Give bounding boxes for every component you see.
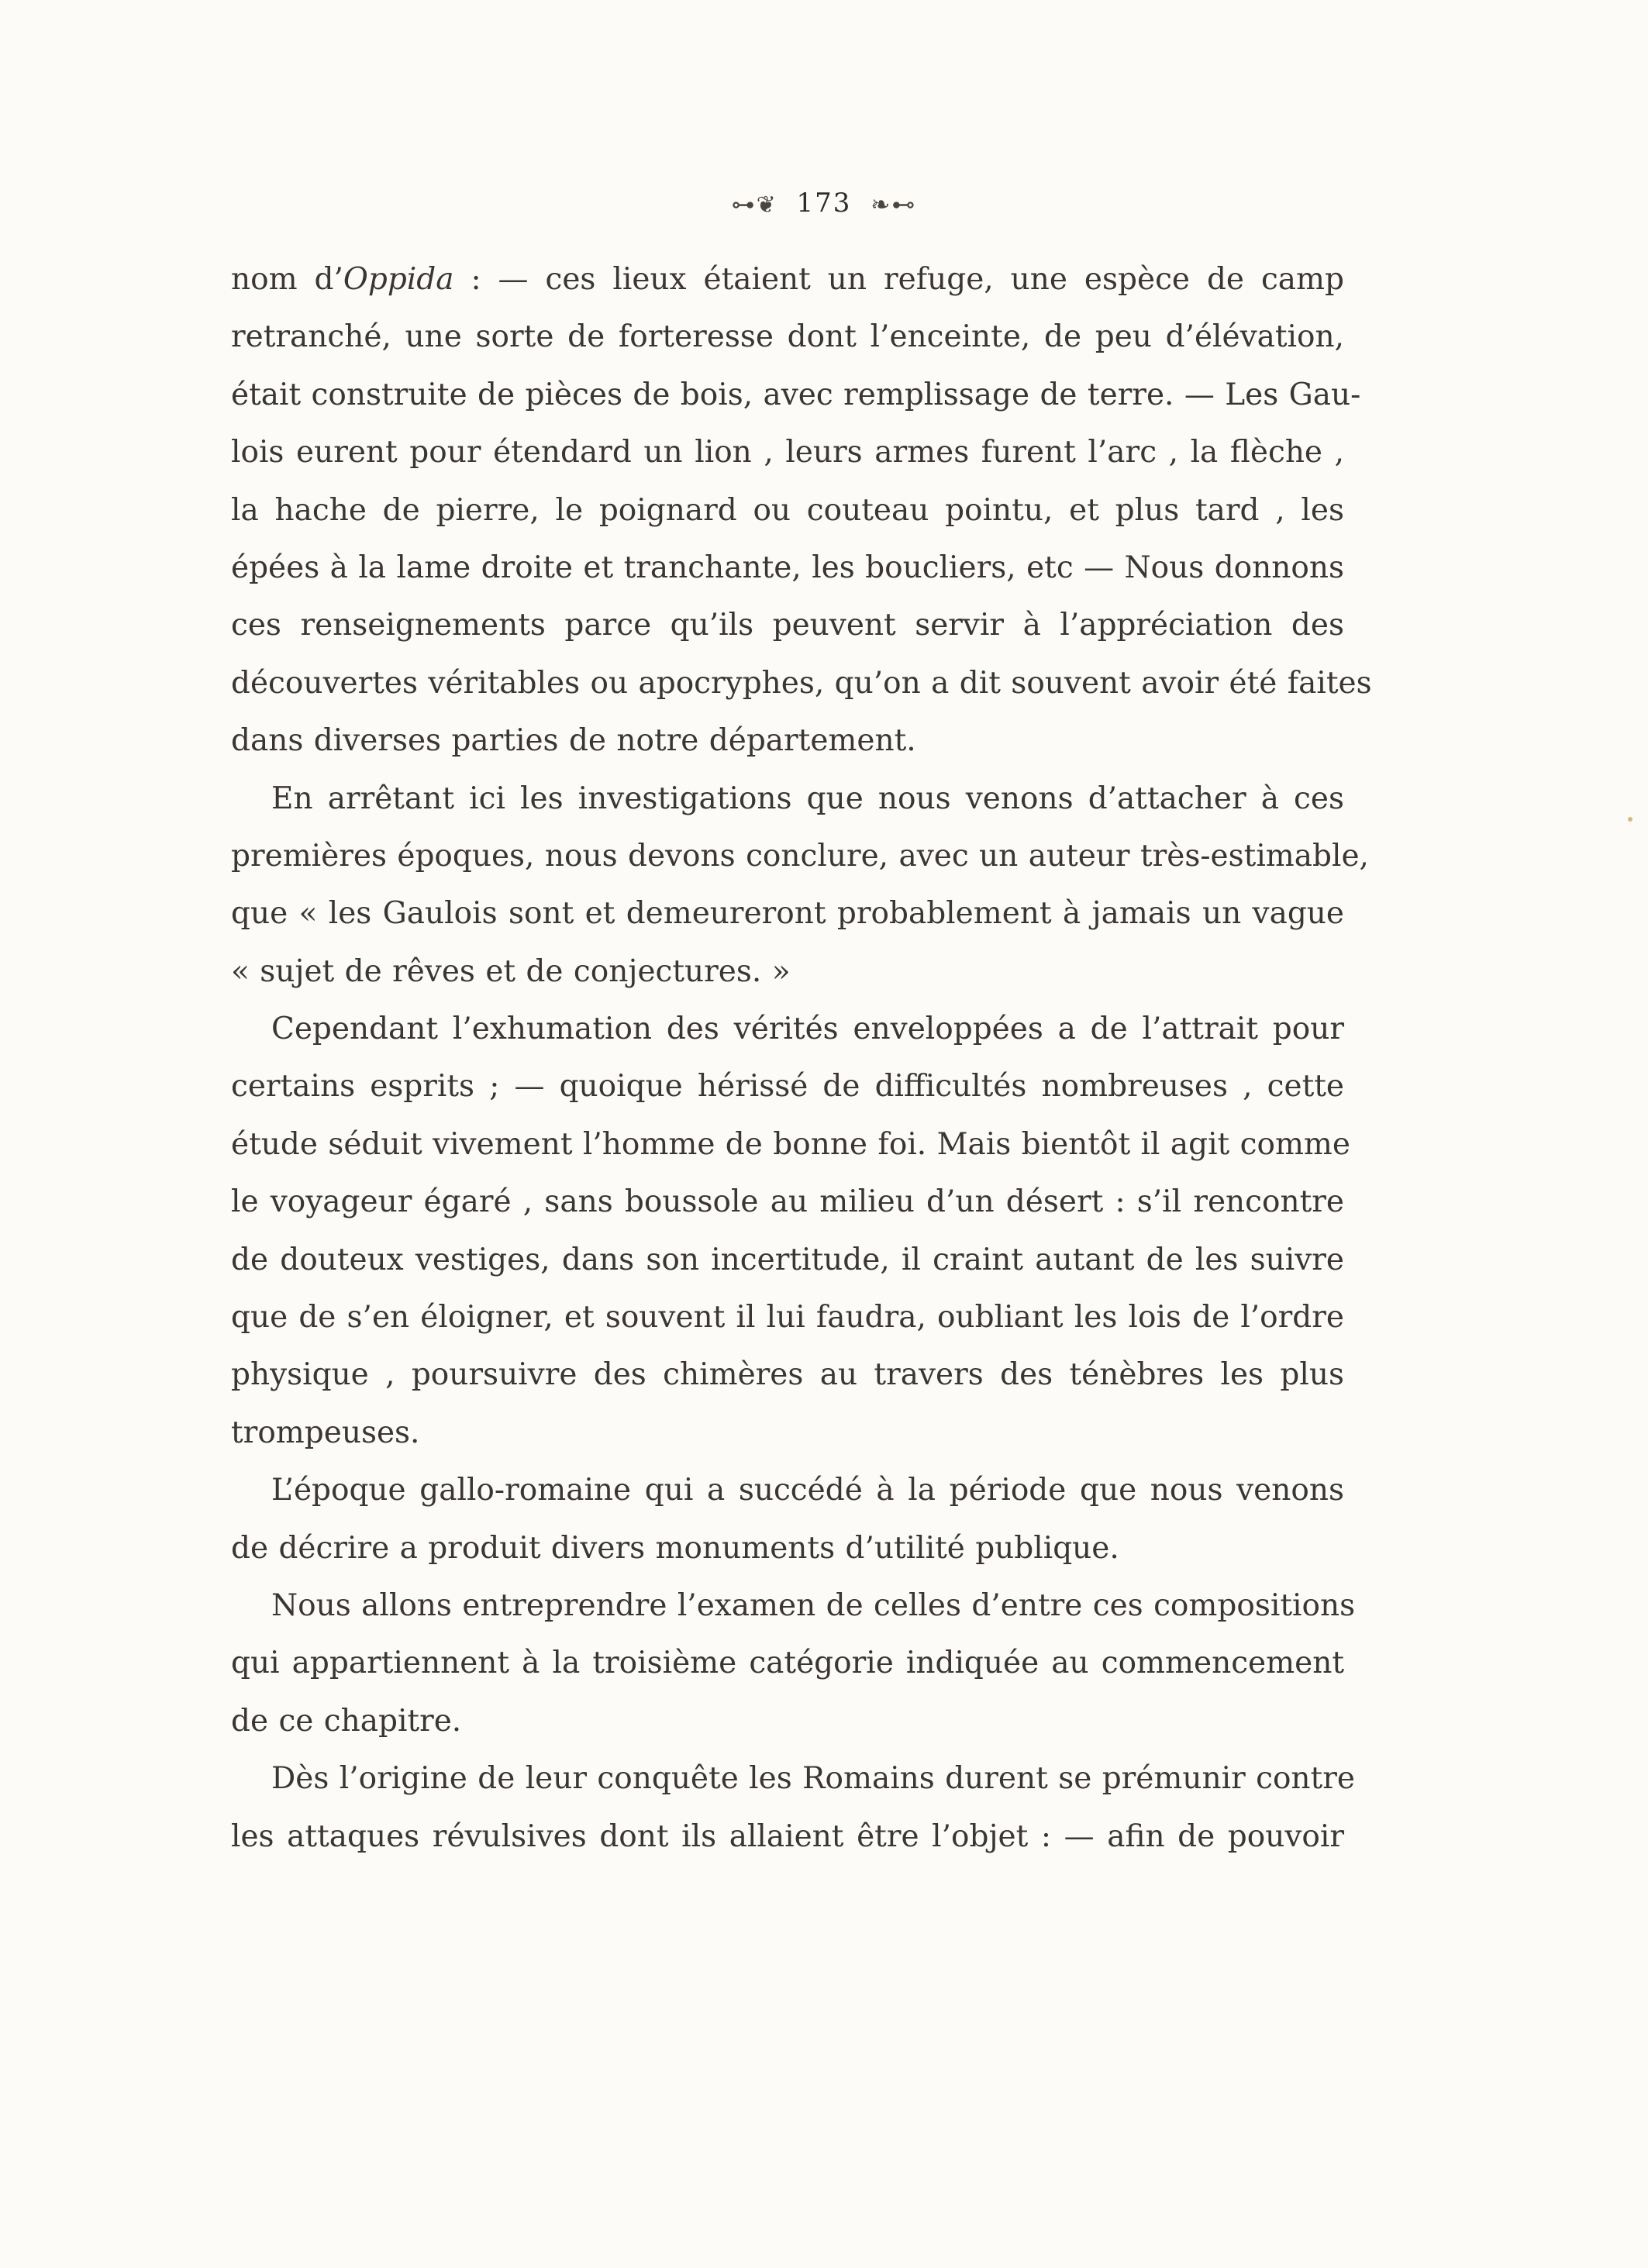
text-line: de ce chapitre. (231, 1703, 462, 1739)
text-line: lois eurent pour étendard un lion , leurs armes furent l’arc , la flèche , (231, 435, 1344, 470)
text-line: En arrêtant ici les investigations que nous venons d’attacher à ces (271, 781, 1344, 816)
text-line: « sujet de rêves et de conjectures. » (231, 953, 791, 989)
text-line: le voyageur égaré , sans boussole au milieu d’un désert : s’il rencontre (231, 1184, 1344, 1220)
text-line: Dès l’origine de leur conquête les Romains durent se prémunir contre (271, 1761, 1355, 1797)
text-line: était construite de pièces de bois, avec remplissage de terre. — Les Gau- (231, 377, 1361, 412)
text-line: découvertes véritables ou apocryphes, qu’on a dit souvent avoir été faites (231, 665, 1372, 701)
text-line: la hache de pierre, le poignard ou couteau pointu, et plus tard , les (231, 492, 1344, 528)
body-text (231, 251, 1372, 1866)
text-line: que de s’en éloigner, et souvent il lui faudra, oubliant les lois de l’ordre (231, 1300, 1344, 1336)
right-ornament-icon: ❧⊷ (871, 191, 917, 219)
margin-ink-spot (1628, 817, 1632, 822)
text-line: de douteux vestiges, dans son incertitude, il craint autant de les suivre (231, 1242, 1344, 1277)
italic-term: Oppida (343, 262, 454, 297)
text-line: nom d’Oppida : — ces lieux étaient un refuge, une espèce de camp (231, 262, 1344, 297)
text-line: Cependant l’exhumation des vérités enveloppées a de l’attrait pour (271, 1012, 1344, 1047)
text-line: certains esprits ; — quoique hérissé de difficultés nombreuses , cette (231, 1069, 1344, 1105)
text-line: dans diverses parties de notre département. (231, 723, 916, 759)
page-number: 173 (796, 188, 852, 219)
text-line: de décrire a produit divers monuments d’utilité publique. (231, 1530, 1119, 1566)
text-line: L’époque gallo-romaine qui a succédé à la période que nous venons (271, 1473, 1344, 1508)
text-line: Nous allons entreprendre l’examen de celles d’entre ces compositions (271, 1587, 1356, 1623)
text-line: retranché, une sorte de forteresse dont l’enceinte, de peu d’élévation, (231, 319, 1344, 355)
text-line: trompeuses. (231, 1415, 420, 1450)
text-line: ces renseignements parce qu’ils peuvent servir à l’appréciation des (231, 608, 1344, 643)
text-line: qui appartiennent à la troisième catégorie indiquée au commencement (231, 1646, 1344, 1681)
text-line: physique , poursuivre des chimères au travers des ténèbres les plus (231, 1357, 1344, 1393)
text-line: étude séduit vivement l’homme de bonne foi. Mais bientôt il agit comme (231, 1126, 1350, 1162)
text-line: les attaques révulsives dont ils allaient être l’objet : — afin de pouvoir (231, 1818, 1344, 1854)
text-line: épées à la lame droite et tranchante, les boucliers, etc — Nous donnons (231, 550, 1344, 585)
left-ornament-icon: ⊶❦ (731, 191, 777, 219)
running-header (0, 188, 1648, 219)
text-line: premières époques, nous devons conclure, avec un auteur très-estimable, (231, 838, 1369, 874)
text-line: que « les Gaulois sont et demeureront probablement à jamais un vague (231, 896, 1344, 932)
